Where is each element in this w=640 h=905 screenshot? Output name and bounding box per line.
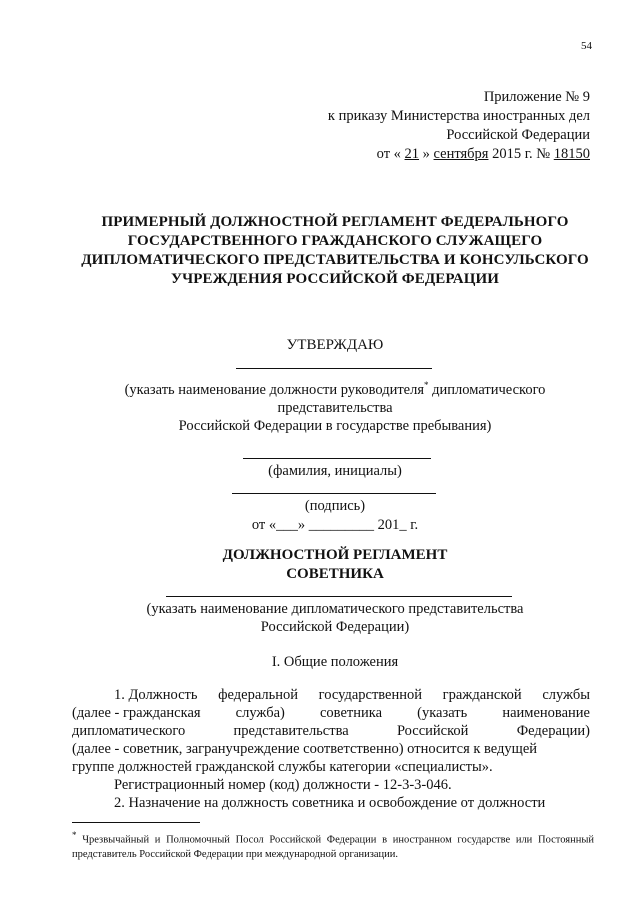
date-day-suffix: »	[419, 146, 434, 162]
footnote	[72, 828, 594, 862]
position-caption	[60, 376, 610, 435]
position-caption-part-a: (указать наименование должности руководителя	[124, 381, 425, 398]
main-title-line-3: ДИПЛОМАТИЧЕСКОГО ПРЕДСТАВИТЕЛЬСТВА И КОНСУЛЬСКОГО	[81, 252, 589, 268]
paragraph-1-line-1: 1. Должность федеральной государственной гражданской службы	[114, 687, 590, 703]
mission-blank-line	[166, 596, 512, 597]
appendix-line-2: к приказу Министерства иностранных дел	[327, 108, 590, 124]
main-title	[60, 213, 610, 289]
mission-caption-line-2: Российской Федерации)	[260, 619, 410, 635]
date-month: сентября	[433, 146, 489, 162]
paragraph-1-line-4: (далее - советник, загранучреждение соответственно) относится к ведущей	[72, 741, 538, 757]
main-title-line-2: ГОСУДАРСТВЕННОГО ГРАЖДАНСКОГО СЛУЖАЩЕГО	[127, 233, 543, 249]
main-title-line-1: ПРИМЕРНЫЙ ДОЛЖНОСТНОЙ РЕГЛАМЕНТ ФЕДЕРАЛЬНОГО	[101, 214, 569, 230]
footnote-rule	[72, 822, 200, 823]
appendix-line-3: Российской Федерации	[446, 127, 590, 143]
mission-caption-line-1: (указать наименование дипломатического представительства	[146, 601, 524, 617]
position-caption-line-2: представительства	[277, 399, 393, 416]
regulation-heading-2: СОВЕТНИКА	[286, 566, 384, 582]
page-number: 54	[581, 40, 592, 52]
approve-heading: УТВЕРЖДАЮ	[286, 337, 384, 353]
date-year: 2015 г. №	[488, 146, 554, 162]
footnote-mark: *	[424, 380, 429, 390]
footnote-marker: *	[72, 830, 77, 840]
paragraph-1	[72, 686, 590, 776]
name-caption: (фамилия, инициалы)	[268, 463, 402, 479]
name-blank-line	[243, 458, 431, 459]
paragraph-registration: Регистрационный номер (код) должности - 12-3-3-046.	[114, 777, 452, 793]
footnote-text: Чрезвычайный и Полномочный Посол Российской Федерации в иностранном государстве или Постоянный представитель Российской Федерации при международной организации.	[72, 834, 594, 860]
signature-blank-line	[232, 493, 436, 494]
paragraph-1-line-2: (далее - гражданская служба) советника (указать наименование	[72, 705, 590, 721]
approval-date-line: от «___» _________ 201_ г.	[251, 517, 419, 533]
position-blank-line	[236, 368, 432, 369]
date-day: 21	[404, 146, 420, 162]
regulation-heading-1: ДОЛЖНОСТНОЙ РЕГЛАМЕНТ	[222, 547, 448, 563]
mission-caption	[60, 600, 610, 636]
main-title-line-4: УЧРЕЖДЕНИЯ РОССИЙСКОЙ ФЕДЕРАЦИИ	[171, 271, 499, 287]
appendix-line-1: Приложение № 9	[483, 89, 590, 105]
paragraph-2: 2. Назначение на должность советника и освобождение от должности	[114, 795, 546, 811]
signature-caption: (подпись)	[304, 498, 366, 514]
paragraph-1-line-3: дипломатического представительства Российской Федерации)	[72, 723, 590, 739]
date-prefix: от «	[376, 146, 405, 162]
appendix-block	[328, 88, 590, 164]
paragraph-1-line-5: группе должностей гражданской службы категории «специалисты».	[72, 759, 493, 775]
position-caption-line-3: Российской Федерации в государстве пребывания)	[178, 417, 492, 434]
order-number: 18150	[553, 146, 590, 162]
appendix-date	[328, 145, 590, 164]
position-caption-part-b: дипломатического	[428, 381, 546, 398]
section-title: I. Общие положения	[271, 654, 399, 670]
